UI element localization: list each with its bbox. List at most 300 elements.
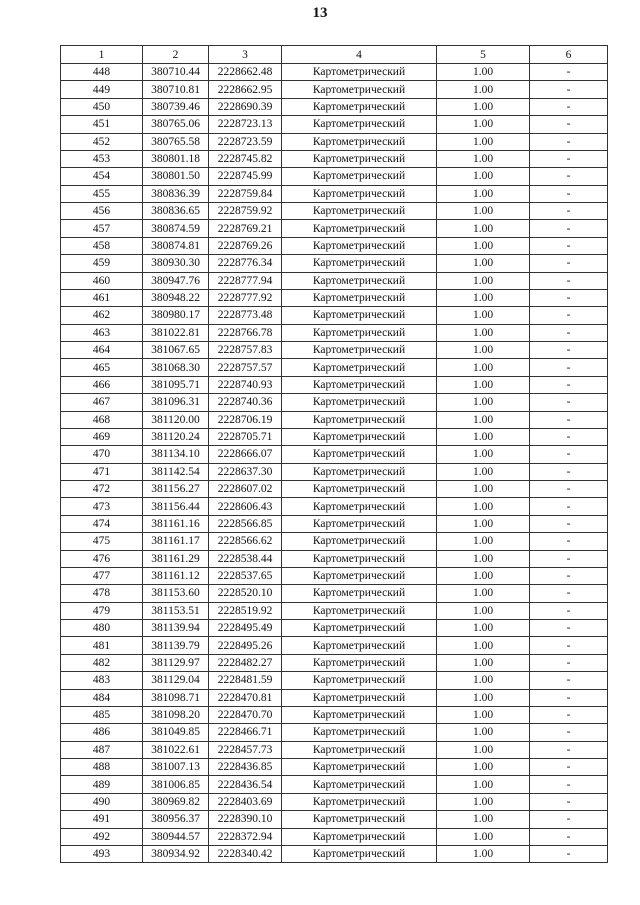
note-cell: - [530, 394, 608, 411]
accuracy-cell: 1.00 [437, 446, 530, 463]
column-header: 4 [282, 46, 437, 64]
y-coordinate-cell: 2228740.36 [209, 394, 282, 411]
point-number-cell: 480 [61, 620, 143, 637]
accuracy-cell: 1.00 [437, 411, 530, 428]
y-coordinate-cell: 2228757.57 [209, 359, 282, 376]
y-coordinate-cell: 2228466.71 [209, 724, 282, 741]
y-coordinate-cell: 2228340.42 [209, 845, 282, 862]
note-cell: - [530, 845, 608, 862]
accuracy-cell: 1.00 [437, 793, 530, 810]
table-row [61, 585, 608, 602]
method-cell: Картометрический [282, 481, 437, 498]
method-cell: Картометрический [282, 150, 437, 167]
method-cell: Картометрический [282, 359, 437, 376]
point-number-cell: 469 [61, 428, 143, 445]
accuracy-cell: 1.00 [437, 376, 530, 393]
table-row [61, 307, 608, 324]
table-row [61, 168, 608, 185]
note-cell: - [530, 168, 608, 185]
y-coordinate-cell: 2228666.07 [209, 446, 282, 463]
y-coordinate-cell: 2228537.65 [209, 567, 282, 584]
y-coordinate-cell: 2228470.70 [209, 706, 282, 723]
note-cell: - [530, 602, 608, 619]
note-cell: - [530, 116, 608, 133]
x-coordinate-cell: 381022.81 [143, 324, 209, 341]
x-coordinate-cell: 381161.29 [143, 550, 209, 567]
y-coordinate-cell: 2228436.54 [209, 776, 282, 793]
note-cell: - [530, 637, 608, 654]
point-number-cell: 465 [61, 359, 143, 376]
point-number-cell: 473 [61, 498, 143, 515]
point-number-cell: 474 [61, 515, 143, 532]
accuracy-cell: 1.00 [437, 706, 530, 723]
point-number-cell: 485 [61, 706, 143, 723]
method-cell: Картометрический [282, 759, 437, 776]
column-header: 3 [209, 46, 282, 64]
note-cell: - [530, 272, 608, 289]
point-number-cell: 449 [61, 81, 143, 98]
accuracy-cell: 1.00 [437, 585, 530, 602]
accuracy-cell: 1.00 [437, 654, 530, 671]
point-number-cell: 458 [61, 237, 143, 254]
note-cell: - [530, 724, 608, 741]
y-coordinate-cell: 2228470.81 [209, 689, 282, 706]
y-coordinate-cell: 2228538.44 [209, 550, 282, 567]
table-row [61, 724, 608, 741]
point-number-cell: 460 [61, 272, 143, 289]
point-number-cell: 491 [61, 811, 143, 828]
column-header: 6 [530, 46, 608, 64]
table-row [61, 637, 608, 654]
method-cell: Картометрический [282, 376, 437, 393]
x-coordinate-cell: 381120.00 [143, 411, 209, 428]
y-coordinate-cell: 2228495.26 [209, 637, 282, 654]
note-cell: - [530, 550, 608, 567]
note-cell: - [530, 811, 608, 828]
point-number-cell: 478 [61, 585, 143, 602]
x-coordinate-cell: 380801.18 [143, 150, 209, 167]
table-row [61, 533, 608, 550]
note-cell: - [530, 463, 608, 480]
method-cell: Картометрический [282, 81, 437, 98]
method-cell: Картометрический [282, 706, 437, 723]
point-number-cell: 467 [61, 394, 143, 411]
method-cell: Картометрический [282, 116, 437, 133]
x-coordinate-cell: 381096.31 [143, 394, 209, 411]
y-coordinate-cell: 2228705.71 [209, 428, 282, 445]
y-coordinate-cell: 2228777.92 [209, 289, 282, 306]
accuracy-cell: 1.00 [437, 307, 530, 324]
method-cell: Картометрический [282, 255, 437, 272]
point-number-cell: 448 [61, 64, 143, 81]
y-coordinate-cell: 2228766.78 [209, 324, 282, 341]
note-cell: - [530, 133, 608, 150]
note-cell: - [530, 498, 608, 515]
accuracy-cell: 1.00 [437, 289, 530, 306]
note-cell: - [530, 324, 608, 341]
note-cell: - [530, 515, 608, 532]
note-cell: - [530, 759, 608, 776]
y-coordinate-cell: 2228606.43 [209, 498, 282, 515]
accuracy-cell: 1.00 [437, 394, 530, 411]
accuracy-cell: 1.00 [437, 741, 530, 758]
x-coordinate-cell: 380836.39 [143, 185, 209, 202]
method-cell: Картометрический [282, 793, 437, 810]
x-coordinate-cell: 381006.85 [143, 776, 209, 793]
method-cell: Картометрический [282, 98, 437, 115]
y-coordinate-cell: 2228773.48 [209, 307, 282, 324]
method-cell: Картометрический [282, 620, 437, 637]
y-coordinate-cell: 2228777.94 [209, 272, 282, 289]
note-cell: - [530, 255, 608, 272]
table-row [61, 759, 608, 776]
accuracy-cell: 1.00 [437, 550, 530, 567]
y-coordinate-cell: 2228481.59 [209, 672, 282, 689]
accuracy-cell: 1.00 [437, 620, 530, 637]
accuracy-cell: 1.00 [437, 359, 530, 376]
method-cell: Картометрический [282, 845, 437, 862]
x-coordinate-cell: 381139.94 [143, 620, 209, 637]
note-cell: - [530, 672, 608, 689]
method-cell: Картометрический [282, 446, 437, 463]
method-cell: Картометрический [282, 428, 437, 445]
note-cell: - [530, 654, 608, 671]
point-number-cell: 450 [61, 98, 143, 115]
table-row [61, 463, 608, 480]
table-row [61, 98, 608, 115]
column-header: 5 [437, 46, 530, 64]
column-header: 1 [61, 46, 143, 64]
accuracy-cell: 1.00 [437, 689, 530, 706]
table-row [61, 741, 608, 758]
point-number-cell: 461 [61, 289, 143, 306]
x-coordinate-cell: 381156.27 [143, 481, 209, 498]
table-row [61, 81, 608, 98]
table-row [61, 133, 608, 150]
method-cell: Картометрический [282, 654, 437, 671]
point-number-cell: 455 [61, 185, 143, 202]
table-row [61, 481, 608, 498]
method-cell: Картометрический [282, 342, 437, 359]
accuracy-cell: 1.00 [437, 81, 530, 98]
x-coordinate-cell: 381095.71 [143, 376, 209, 393]
method-cell: Картометрический [282, 533, 437, 550]
x-coordinate-cell: 380947.76 [143, 272, 209, 289]
accuracy-cell: 1.00 [437, 776, 530, 793]
x-coordinate-cell: 381129.04 [143, 672, 209, 689]
accuracy-cell: 1.00 [437, 533, 530, 550]
y-coordinate-cell: 2228482.27 [209, 654, 282, 671]
table-row [61, 515, 608, 532]
x-coordinate-cell: 380801.50 [143, 168, 209, 185]
table-row [61, 620, 608, 637]
y-coordinate-cell: 2228723.13 [209, 116, 282, 133]
method-cell: Картометрический [282, 602, 437, 619]
y-coordinate-cell: 2228723.59 [209, 133, 282, 150]
table-row [61, 428, 608, 445]
y-coordinate-cell: 2228690.39 [209, 98, 282, 115]
table-row [61, 272, 608, 289]
y-coordinate-cell: 2228495.49 [209, 620, 282, 637]
y-coordinate-cell: 2228740.93 [209, 376, 282, 393]
point-number-cell: 456 [61, 203, 143, 220]
point-number-cell: 475 [61, 533, 143, 550]
x-coordinate-cell: 381134.10 [143, 446, 209, 463]
accuracy-cell: 1.00 [437, 203, 530, 220]
method-cell: Картометрический [282, 724, 437, 741]
point-number-cell: 463 [61, 324, 143, 341]
y-coordinate-cell: 2228637.30 [209, 463, 282, 480]
method-cell: Картометрический [282, 672, 437, 689]
accuracy-cell: 1.00 [437, 116, 530, 133]
point-number-cell: 482 [61, 654, 143, 671]
accuracy-cell: 1.00 [437, 220, 530, 237]
table-row [61, 150, 608, 167]
y-coordinate-cell: 2228607.02 [209, 481, 282, 498]
page-number: 13 [312, 5, 328, 21]
table-row [61, 116, 608, 133]
x-coordinate-cell: 380944.57 [143, 828, 209, 845]
x-coordinate-cell: 381153.60 [143, 585, 209, 602]
y-coordinate-cell: 2228769.21 [209, 220, 282, 237]
accuracy-cell: 1.00 [437, 481, 530, 498]
note-cell: - [530, 776, 608, 793]
table-row [61, 446, 608, 463]
point-number-cell: 454 [61, 168, 143, 185]
x-coordinate-cell: 380710.81 [143, 81, 209, 98]
x-coordinate-cell: 381098.71 [143, 689, 209, 706]
note-cell: - [530, 411, 608, 428]
note-cell: - [530, 98, 608, 115]
y-coordinate-cell: 2228769.26 [209, 237, 282, 254]
x-coordinate-cell: 380969.82 [143, 793, 209, 810]
note-cell: - [530, 203, 608, 220]
x-coordinate-cell: 381022.61 [143, 741, 209, 758]
table-row [61, 550, 608, 567]
point-number-cell: 479 [61, 602, 143, 619]
method-cell: Картометрический [282, 463, 437, 480]
table-row [61, 602, 608, 619]
table-row [61, 376, 608, 393]
table-row [61, 411, 608, 428]
note-cell: - [530, 706, 608, 723]
table-row [61, 203, 608, 220]
note-cell: - [530, 64, 608, 81]
y-coordinate-cell: 2228745.99 [209, 168, 282, 185]
y-coordinate-cell: 2228662.48 [209, 64, 282, 81]
accuracy-cell: 1.00 [437, 64, 530, 81]
point-number-cell: 489 [61, 776, 143, 793]
point-number-cell: 468 [61, 411, 143, 428]
accuracy-cell: 1.00 [437, 672, 530, 689]
x-coordinate-cell: 380765.58 [143, 133, 209, 150]
x-coordinate-cell: 380874.59 [143, 220, 209, 237]
x-coordinate-cell: 380836.65 [143, 203, 209, 220]
method-cell: Картометрический [282, 64, 437, 81]
table-row [61, 689, 608, 706]
table-row [61, 237, 608, 254]
note-cell: - [530, 81, 608, 98]
accuracy-cell: 1.00 [437, 828, 530, 845]
coordinates-table [60, 45, 608, 863]
accuracy-cell: 1.00 [437, 272, 530, 289]
method-cell: Картометрический [282, 585, 437, 602]
point-number-cell: 453 [61, 150, 143, 167]
table-row [61, 654, 608, 671]
note-cell: - [530, 567, 608, 584]
method-cell: Картометрический [282, 133, 437, 150]
accuracy-cell: 1.00 [437, 98, 530, 115]
point-number-cell: 493 [61, 845, 143, 862]
method-cell: Картометрический [282, 515, 437, 532]
note-cell: - [530, 689, 608, 706]
y-coordinate-cell: 2228776.34 [209, 255, 282, 272]
method-cell: Картометрический [282, 689, 437, 706]
method-cell: Картометрический [282, 776, 437, 793]
table-row [61, 845, 608, 862]
table-row [61, 706, 608, 723]
method-cell: Картометрический [282, 168, 437, 185]
y-coordinate-cell: 2228372.94 [209, 828, 282, 845]
method-cell: Картометрический [282, 185, 437, 202]
x-coordinate-cell: 381139.79 [143, 637, 209, 654]
note-cell: - [530, 359, 608, 376]
note-cell: - [530, 220, 608, 237]
note-cell: - [530, 307, 608, 324]
x-coordinate-cell: 381067.65 [143, 342, 209, 359]
table-row [61, 811, 608, 828]
table-body [61, 64, 608, 863]
table-row [61, 64, 608, 81]
accuracy-cell: 1.00 [437, 168, 530, 185]
table-row [61, 220, 608, 237]
x-coordinate-cell: 381120.24 [143, 428, 209, 445]
table-row [61, 567, 608, 584]
accuracy-cell: 1.00 [437, 724, 530, 741]
method-cell: Картометрический [282, 289, 437, 306]
x-coordinate-cell: 381153.51 [143, 602, 209, 619]
x-coordinate-cell: 381142.54 [143, 463, 209, 480]
method-cell: Картометрический [282, 498, 437, 515]
x-coordinate-cell: 380930.30 [143, 255, 209, 272]
x-coordinate-cell: 380710.44 [143, 64, 209, 81]
point-number-cell: 476 [61, 550, 143, 567]
method-cell: Картометрический [282, 550, 437, 567]
note-cell: - [530, 481, 608, 498]
point-number-cell: 486 [61, 724, 143, 741]
point-number-cell: 484 [61, 689, 143, 706]
table-row [61, 793, 608, 810]
table-header-row [61, 46, 608, 64]
note-cell: - [530, 741, 608, 758]
y-coordinate-cell: 2228520.10 [209, 585, 282, 602]
table-row [61, 776, 608, 793]
note-cell: - [530, 793, 608, 810]
table-row [61, 342, 608, 359]
x-coordinate-cell: 381161.16 [143, 515, 209, 532]
table-row [61, 324, 608, 341]
method-cell: Картометрический [282, 272, 437, 289]
note-cell: - [530, 620, 608, 637]
y-coordinate-cell: 2228745.82 [209, 150, 282, 167]
point-number-cell: 457 [61, 220, 143, 237]
point-number-cell: 462 [61, 307, 143, 324]
point-number-cell: 451 [61, 116, 143, 133]
accuracy-cell: 1.00 [437, 637, 530, 654]
table-row [61, 672, 608, 689]
note-cell: - [530, 185, 608, 202]
point-number-cell: 492 [61, 828, 143, 845]
point-number-cell: 466 [61, 376, 143, 393]
x-coordinate-cell: 381156.44 [143, 498, 209, 515]
note-cell: - [530, 428, 608, 445]
x-coordinate-cell: 380765.06 [143, 116, 209, 133]
accuracy-cell: 1.00 [437, 515, 530, 532]
point-number-cell: 471 [61, 463, 143, 480]
method-cell: Картометрический [282, 567, 437, 584]
x-coordinate-cell: 381161.12 [143, 567, 209, 584]
method-cell: Картометрический [282, 637, 437, 654]
table-row [61, 255, 608, 272]
column-header: 2 [143, 46, 209, 64]
x-coordinate-cell: 380948.22 [143, 289, 209, 306]
point-number-cell: 477 [61, 567, 143, 584]
accuracy-cell: 1.00 [437, 602, 530, 619]
x-coordinate-cell: 381161.17 [143, 533, 209, 550]
y-coordinate-cell: 2228759.84 [209, 185, 282, 202]
accuracy-cell: 1.00 [437, 342, 530, 359]
accuracy-cell: 1.00 [437, 324, 530, 341]
x-coordinate-cell: 381098.20 [143, 706, 209, 723]
point-number-cell: 452 [61, 133, 143, 150]
y-coordinate-cell: 2228759.92 [209, 203, 282, 220]
accuracy-cell: 1.00 [437, 255, 530, 272]
point-number-cell: 459 [61, 255, 143, 272]
method-cell: Картометрический [282, 220, 437, 237]
table-row [61, 185, 608, 202]
accuracy-cell: 1.00 [437, 845, 530, 862]
note-cell: - [530, 237, 608, 254]
x-coordinate-cell: 381129.97 [143, 654, 209, 671]
table-row [61, 289, 608, 306]
x-coordinate-cell: 380980.17 [143, 307, 209, 324]
accuracy-cell: 1.00 [437, 428, 530, 445]
accuracy-cell: 1.00 [437, 463, 530, 480]
x-coordinate-cell: 380739.46 [143, 98, 209, 115]
note-cell: - [530, 828, 608, 845]
table-row [61, 394, 608, 411]
x-coordinate-cell: 380956.37 [143, 811, 209, 828]
y-coordinate-cell: 2228390.10 [209, 811, 282, 828]
method-cell: Картометрический [282, 324, 437, 341]
accuracy-cell: 1.00 [437, 133, 530, 150]
accuracy-cell: 1.00 [437, 811, 530, 828]
method-cell: Картометрический [282, 741, 437, 758]
method-cell: Картометрический [282, 411, 437, 428]
note-cell: - [530, 150, 608, 167]
y-coordinate-cell: 2228706.19 [209, 411, 282, 428]
point-number-cell: 490 [61, 793, 143, 810]
method-cell: Картометрический [282, 394, 437, 411]
table-row [61, 828, 608, 845]
y-coordinate-cell: 2228757.83 [209, 342, 282, 359]
note-cell: - [530, 446, 608, 463]
x-coordinate-cell: 380874.81 [143, 237, 209, 254]
accuracy-cell: 1.00 [437, 498, 530, 515]
x-coordinate-cell: 381007.13 [143, 759, 209, 776]
x-coordinate-cell: 380934.92 [143, 845, 209, 862]
accuracy-cell: 1.00 [437, 237, 530, 254]
